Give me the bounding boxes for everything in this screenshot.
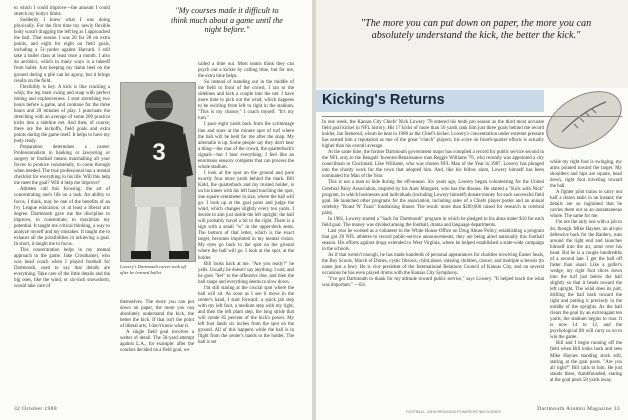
paragraph: Last year he worked as a volunteer in the White House Office on Drug Abuse Policy, establishing a program that got 20 NFL athletes to record public-service announcements; they are being aired nationally this football season. His efforts against drugs extended to West Virginia, where he helped established a state-wide campaign in the schools. [322,228,544,252]
paragraph: I look at the spot on the ground and pace exactly four more yards behind the mark. Bill Kidd, the quarterback and my trusted holder, is on his knees with his left hand touching the spot, one square centimeter in size, where the ball will go. I look up at the goal posts and judge the wind, which changes slightly every ten yards. I decide to aim just inside the left upright; the ball will probably travel a bit to the right. There is a sign with a small "w" in the upper-deck seats. The bottom of that letter, which is the exact target, becomes imprinted in my mental vision. My eyes go back to the spot on the ground where the ball will go. I look at the spot, at the holder. [198,170,294,261]
pull-quote: "The more you can put down on paper, the more you can absolutely understand the kick, the better the kick." [360,18,592,41]
paragraph: I'm not the only one with a job to do, though. Mike Haynes, an all-pro defensive back for the Raiders, runs around the right end and launches himself into the air, arms over his head. But he is a couple hundredths of a second late. I get the ball off faster than usual. Like a golfer's wedge, my right foot slices down into the turf just below the ball slightly so that it heads toward the left upright. The wind does its part, drifting the ball back toward the right and putting it precisely in the middle of the uprights. As the ball clears the goal by an extravagant ten yards, the stadium begins to roar. It is now 14 to 12, and the psychological lift will carry us on to win the game. [550,220,622,341]
paragraph: "I've got Dartmouth to thank for my attitude toward public service," says Lowery. "It helped teach me what was important." —Ed. [322,277,544,289]
paragraph: called a time out. Most teams think they can psych out a kicker by calling time, but for me, the extra time helps. [198,62,294,80]
paragraph: Preparation determines a career. Professionalism in banking or lawyering or surgery or football means marshalling all your forces to produce consistently, to come through when needed. The true professional has a mental checklist for everything in his life. Will this help me meet the goal? Will it help me improve? [14,145,110,187]
paragraph: A fighter pilot trains to carry out half a dozen tasks in an instant; the details are so ingrained that he carries them out as an instantaneous whole. The same for me. [550,190,622,220]
left-column-1 [14,6,110,290]
pull-quote-band [316,0,628,88]
jersey-number: 3 [152,139,166,166]
paragraph: themselves. The more you can put down on paper, the more you can absolutely understand the kick, the better the kick. If that isn't the point of liberal arts, I don't know what is. [120,300,194,330]
photo-credit: FOOTBALL: JOHN REID/HOGHTON/SPORTING SCENES [406,410,501,414]
paragraph: This concentration helps in my mental approach to the game. Jake Crouthamel, who was head coach when I played football for Dartmouth, used to say that details are everything. Take care of the little details and the big ones, like the wind, or six-inch snowstorm, would take care of [14,247,110,290]
photo-caption: Lowery's Dartmouth career took off after he learned ballet. [120,264,186,275]
article-title-bar [316,90,544,112]
kicker-photo [120,82,196,262]
page-folio-left: 32 October 1988 [14,406,57,412]
paragraph: Flexibility is key. A kick is like cracking a whip; the leg must swing and snap with perfect timing and explosiveness. I start stretching two hours before a game, and continue for the three hours and 20 minutes of play. I punctuate the stretching with an average of some 200 practice kicks into a sideline net. And then, of course, there are the kickoffs, field goals and extra points during the game itself. It helps to have my body ready. [14,84,110,145]
page-folio-right: Dartmouth Alumni Magazine 33 [537,406,620,412]
divider [322,116,622,117]
paragraph: I'm still staring at the crucial spot where the ball will sit. As soon as I see it move in the center's hand, I start forward: a quick jab step with my left foot, a medium step with my right, and then the left plant step, the long stride that will create 85 percent of the kick's power. My left foot lands six inches from the spot on the ground. All of this happens while the ball is in flight from the center's hands to the holder. The ball is set [198,285,294,346]
paragraph: In one week, the Kansas City Chiefs' Nick Lowery '78 entered his tenth pro season as the third most accurate field goal kicker in NFL history. His 17 kicks of more than 50 yards rank him just three goals behind the record holder, Jan Stenerud, whom he beat in 1980 as the Chief's kicker. Lowery's concentration under extreme pressure has earned him a reputation as one of the great "clutch" players; his score on fourth-quarter efforts is actually higher than his overall average. [322,120,544,150]
left-page [0,0,312,420]
paragraph: Suddenly I knew what I was doing physically. For the first time my newly flexible body wasn't dragging the left leg as I approached the ball. That season I was 28 for 28 on extra points, and eight for eight on field goals, including a 51-yarder against Harvard. I still take a ballet class at least once a month. I also do aerobics, which in many ways is a takeoff from ballet. Just keeping my damn heel on the ground during a plié can be agony, but it brings results on the field. [14,18,110,84]
paragraph: This is not a man to hide during the off-season. Six years ago, Lowery began volunteering for the United Cerebral Palsy Association, inspired by his Aunt Margaret, who has the disease. He started a "Kick with Nick" program, in which businesses and individuals (including Lowery himself) donate money for each successful field goal. He launched other programs for the association, including sales of a Chiefs player poster and an annual celebrity "Roast 'N' Toast" fundraising dinner. The result: more than $200,000 raised for research in cerebral palsy. [322,180,544,216]
paragraph: while my right foot is swinging, my arms pointed toward the target. My shoulders and hips are square, head down, right foot traveling toward the ball. [550,160,622,190]
right-page [316,0,628,420]
paragraph: Bill and I begin running off the field when Bill looks back and sees Mike Haynes standing stock still, staring at the goal posts. "Are you all right?" Bill calls to him. He just stands there, dumbfounded, staring at the goal posts 58 yards away. [550,341,622,383]
article-title: Kicking's Returns [322,92,445,108]
paragraph: Athletes call this focusing: the art of concentrating one's life on a task. An ability to focus, I think, may be one of the benefits of an Ivy League education, or at least a liberal arts degree. Dartmouth gave me the discipline to improve, to concentrate, to maximize my potential. It taught me critical thinking, a way to analyze myself and my mistakes. It taught me to exhaust all the possibilities in achieving a goal. In short, it taught me to focus. [14,187,110,247]
paragraph: to which I could improve—the amount I could stretch my body's limits. [14,6,110,18]
right-column-2 [550,160,622,384]
paragraph: At the same time, the former Dartmouth government major has compiled a record for public service second in the NFL only to the Bengals' Inventor/Renaissance man Reggie Williams '76, who recently was appointed a city councilman in Cincinnati. Like Williams, who was chosen NFL Man of the Year in 1987, Lowery has plunged into the charity work for the town that adopted him. And, like his fellow alum, Lowery himself has been nominated for Man of the Year. [322,150,544,180]
paragraph: Bill looks back at me. "Are you ready?" he yells. Usually he doesn't say anything. I nod, and he goes "Set" to the offensive line, and then the ball snaps and everything seems to slow down. [198,261,294,285]
left-column-3 [120,300,194,354]
sidebar-column [322,120,544,289]
paragraph: A single field goal involves a welter of detail. The 58-yard attempt against L.A., for example: after the coaches decided on a field goal, we [120,330,194,354]
football-player-illustration [121,83,195,261]
paragraph: I pace eight yards back from the scrimmage line and stare at the minute spot of turf where the ball will be held for me after the snap. My adrenalin is up. Some people say they don't hear a thing—the roar of the crowd, the quarterback's signals—but I hear everything. I feel like an enormous sensory computer that can process the whole stadium. [198,122,294,170]
football-icon [540,80,626,156]
paragraph: In 1981, Lowery started a "Sack for Dartmouth" program in which he pledged to his alma mater $10 for each field goal. The money was divided among the football, drama and language departments. [322,216,544,228]
pull-quote: "My courses made it difficult to think much about a game until the night before." [171,6,283,35]
paragraph: As if that weren't enough, he has made hundreds of personal appearances for charities involving Easter Seals, the Boy Scouts, March of Dimes, cystic fibrosis, child abuse, missing children, cancer, and multiple sclerosis (to name just a few). He is vice president of the International Relations Council of Kansas City, and on several occasions he has even played drums with the Kansas City Symphony. [322,253,544,277]
left-column-2 [198,62,294,346]
paragraph: So instead of standing out in the middle of the field in front of the crowd, I ran to the sidelines and kick a couple into the net. I have more time to pick out the wind, which happens to be swirling from left to right in the stadium. "This is my chance," I coach myself. "It's my turn." [198,80,294,122]
